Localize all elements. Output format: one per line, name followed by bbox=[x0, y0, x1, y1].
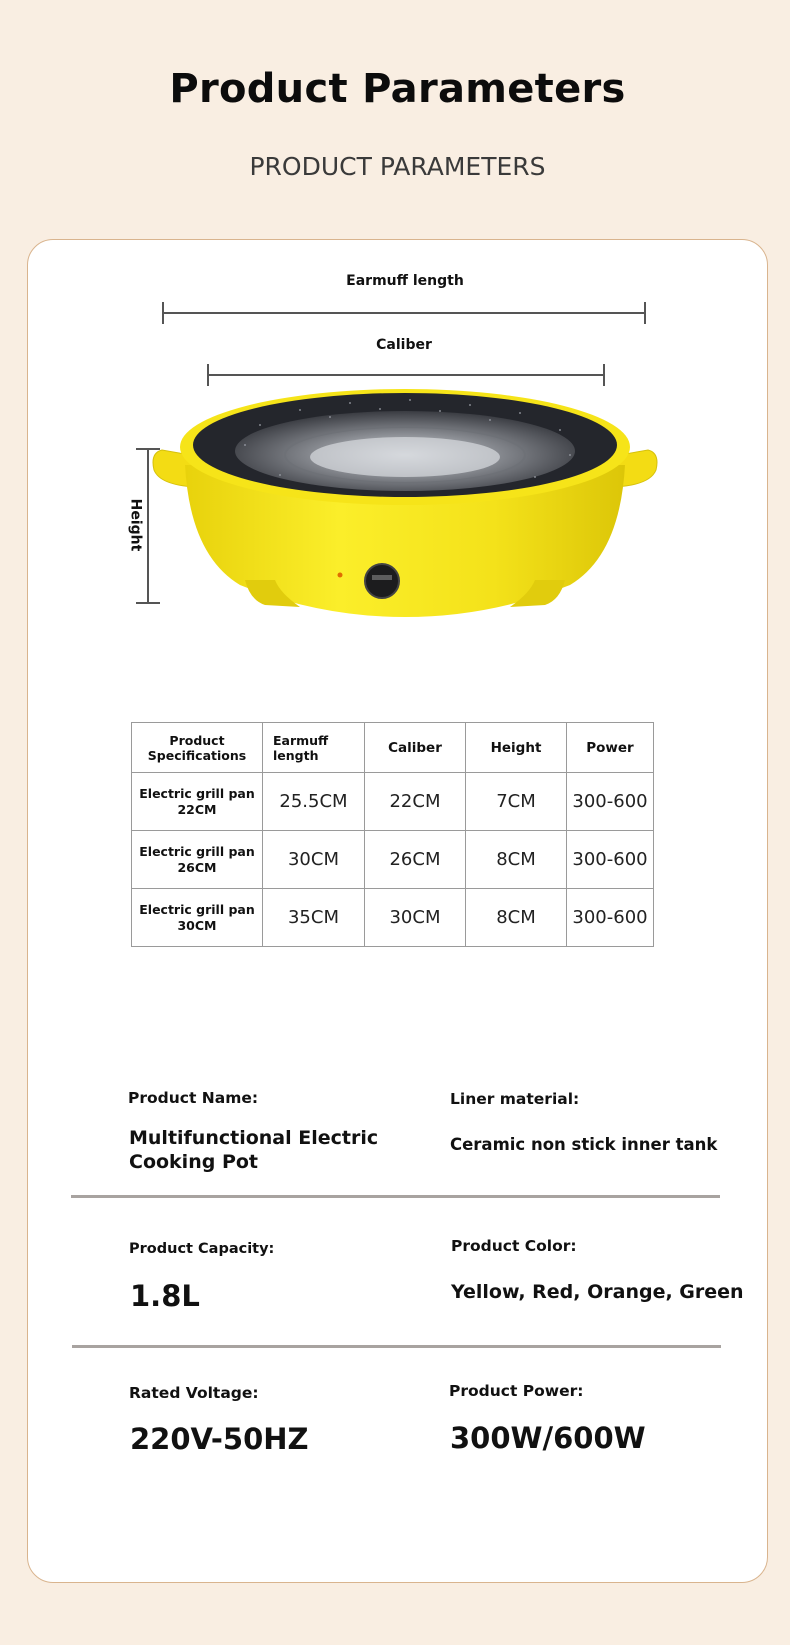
indicator-light bbox=[338, 573, 343, 578]
caliber-right-tick bbox=[603, 364, 605, 386]
liner-material-label: Liner material: bbox=[450, 1090, 580, 1108]
row-power: 300-600 bbox=[567, 831, 654, 889]
product-power-label: Product Power: bbox=[449, 1382, 584, 1400]
height-label: Height bbox=[127, 498, 144, 552]
row-caliber: 22CM bbox=[365, 773, 466, 831]
row-height: 8CM bbox=[466, 889, 567, 947]
header-caliber: Caliber bbox=[365, 723, 466, 773]
product-capacity-label: Product Capacity: bbox=[129, 1241, 275, 1257]
divider-1 bbox=[71, 1195, 720, 1198]
row-earmuff: 30CM bbox=[263, 831, 365, 889]
row-caliber: 30CM bbox=[365, 889, 466, 947]
header-product-specifications: Product Specifications bbox=[132, 723, 263, 773]
divider-2 bbox=[72, 1345, 721, 1348]
table-row bbox=[132, 889, 654, 947]
pan-center-highlight bbox=[310, 437, 500, 477]
row-caliber: 26CM bbox=[365, 831, 466, 889]
header-height: Height bbox=[466, 723, 567, 773]
product-color-label: Product Color: bbox=[451, 1237, 577, 1255]
page-title: Product Parameters bbox=[169, 66, 626, 112]
table-row bbox=[132, 773, 654, 831]
row-product-name: Electric grill pan 26CM bbox=[132, 831, 263, 889]
header-power: Power bbox=[567, 723, 654, 773]
row-power: 300-600 bbox=[567, 773, 654, 831]
spec-table bbox=[131, 722, 654, 947]
earmuff-left-tick bbox=[162, 302, 164, 324]
earmuff-length-label: Earmuff length bbox=[346, 273, 464, 289]
row-earmuff: 25.5CM bbox=[263, 773, 365, 831]
table-row bbox=[132, 831, 654, 889]
page-subtitle: PRODUCT PARAMETERS bbox=[249, 152, 546, 181]
caliber-line bbox=[207, 374, 605, 376]
header-earmuff-length: Earmuff length bbox=[263, 723, 365, 773]
row-product-name: Electric grill pan 22CM bbox=[132, 773, 263, 831]
product-color-value: Yellow, Red, Orange, Green bbox=[451, 1281, 744, 1303]
row-height: 8CM bbox=[466, 831, 567, 889]
row-power: 300-600 bbox=[567, 889, 654, 947]
row-earmuff: 35CM bbox=[263, 889, 365, 947]
grill-pan-image bbox=[150, 385, 660, 635]
product-name-value: Multifunctional Electric Cooking Pot bbox=[129, 1127, 379, 1173]
height-line bbox=[147, 448, 149, 603]
row-height: 7CM bbox=[466, 773, 567, 831]
caliber-left-tick bbox=[207, 364, 209, 386]
earmuff-right-tick bbox=[644, 302, 646, 324]
row-product-name: Electric grill pan 30CM bbox=[132, 889, 263, 947]
rated-voltage-value: 220V-50HZ bbox=[130, 1422, 309, 1456]
control-knob bbox=[365, 564, 399, 598]
earmuff-length-line bbox=[162, 312, 646, 314]
product-capacity-value: 1.8L bbox=[130, 1279, 200, 1313]
spec-table-header-row bbox=[132, 723, 654, 773]
product-name-label: Product Name: bbox=[128, 1089, 259, 1107]
caliber-label: Caliber bbox=[376, 337, 432, 353]
rated-voltage-label: Rated Voltage: bbox=[129, 1384, 259, 1402]
product-power-value: 300W/600W bbox=[450, 1421, 646, 1455]
liner-material-value: Ceramic non stick inner tank bbox=[450, 1135, 718, 1154]
